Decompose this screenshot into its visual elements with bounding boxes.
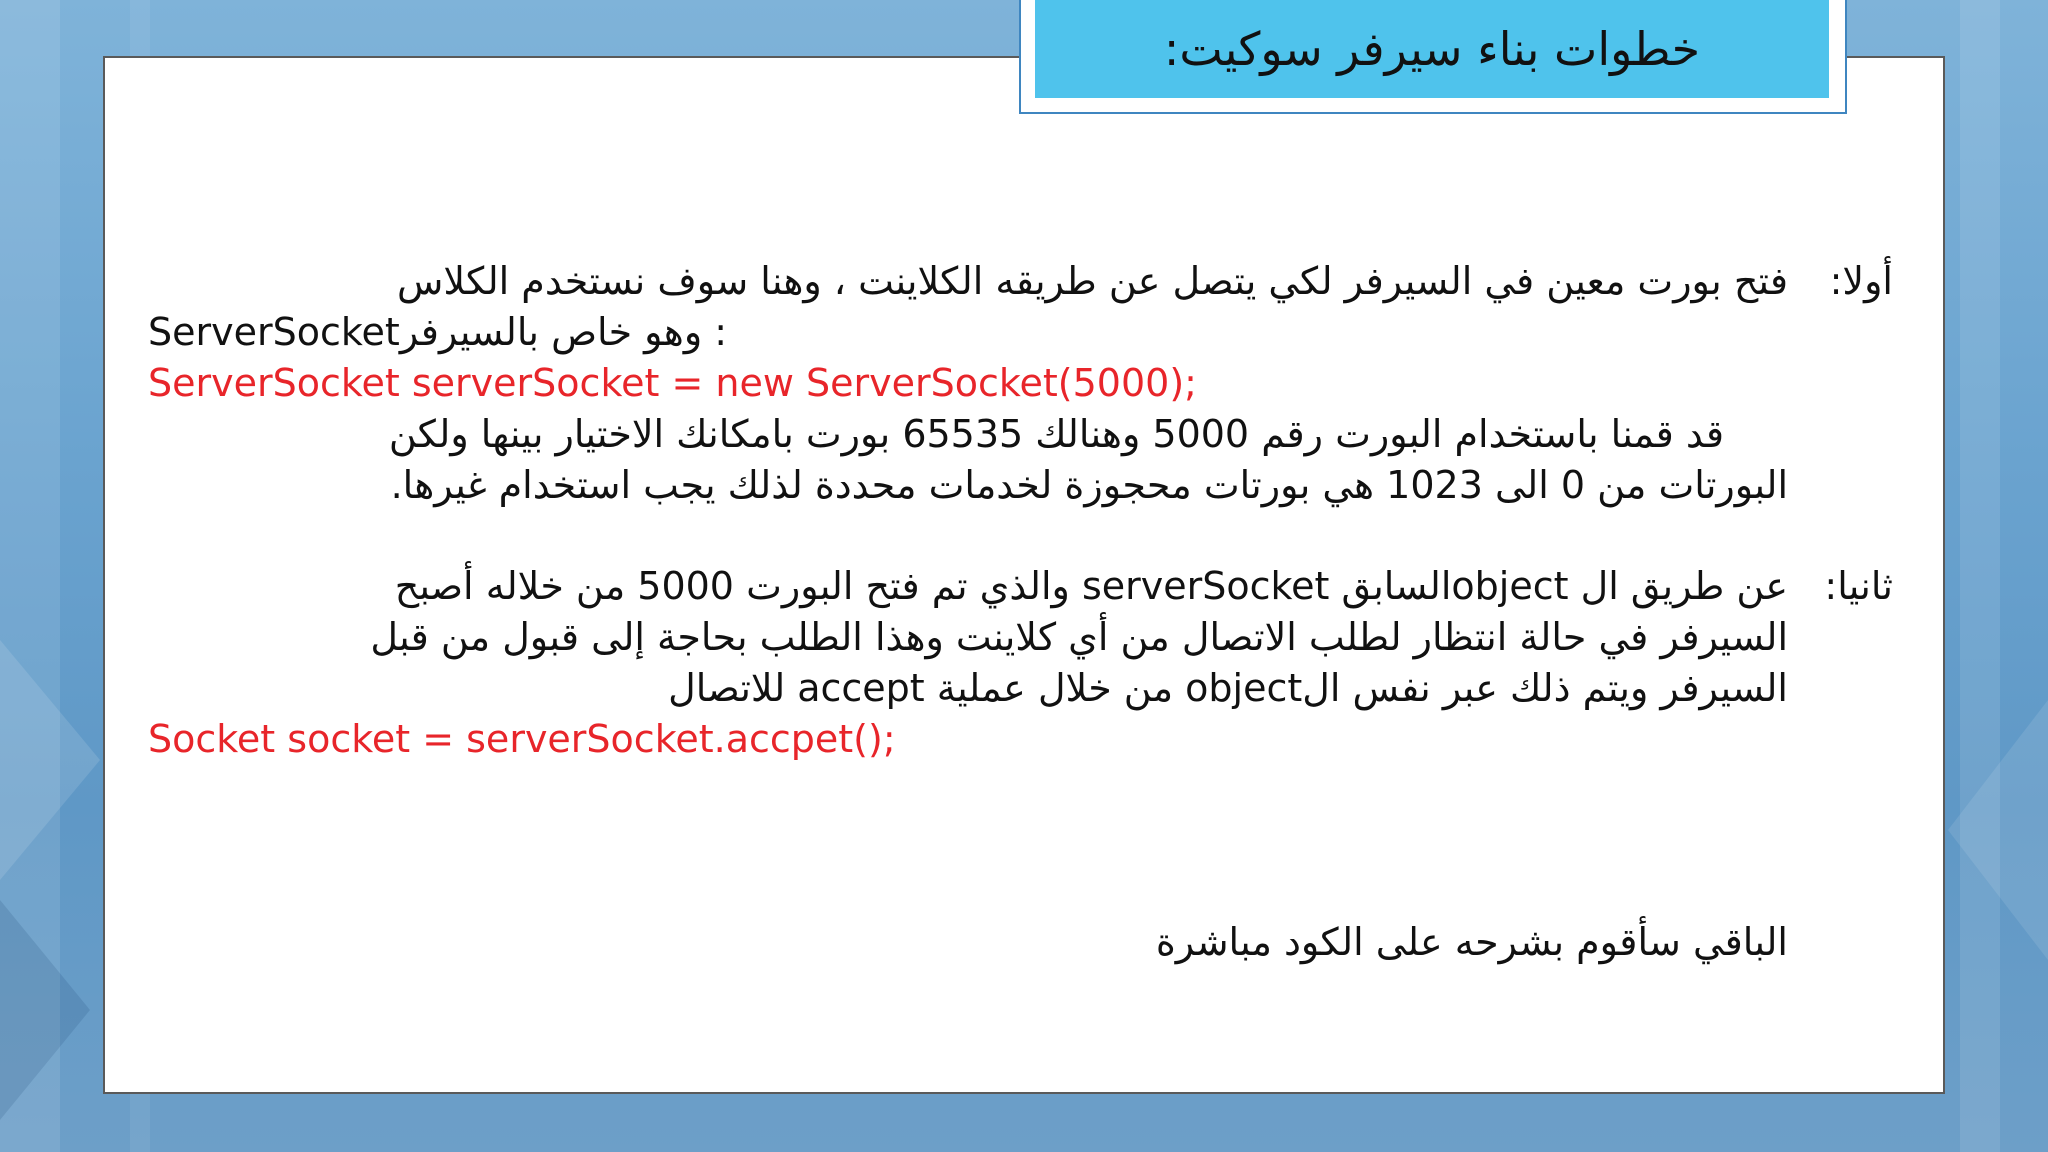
title-fill bbox=[1035, 0, 1829, 98]
code-snippet: ServerSocket serverSocket = new ServerSocket(5000); bbox=[148, 361, 1197, 405]
slide-body bbox=[148, 256, 1893, 968]
background-stripe bbox=[1960, 0, 2000, 1152]
section-line: فتح بورت معين في السيرفر لكي يتصل عن طريقه الكلاينت ، وهنا سوف نستخدم الكلاس bbox=[397, 259, 1788, 303]
background-triangle bbox=[0, 640, 100, 880]
section-line: ServerSocketوهو خاص بالسيرفر : bbox=[148, 310, 728, 354]
section-first bbox=[148, 256, 1893, 511]
section-marker: ثانيا: bbox=[1824, 564, 1893, 608]
slide-content-area bbox=[103, 56, 1945, 1094]
background-triangle bbox=[1948, 700, 2048, 960]
background-triangle bbox=[0, 900, 90, 1120]
closing-note: الباقي سأقوم بشرحه على الكود مباشرة bbox=[1155, 920, 1788, 964]
section-marker: أولا: bbox=[1829, 259, 1893, 303]
section-line: السيرفر في حالة انتظار لطلب الاتصال من أي كلاينت وهذا الطلب بحاجة إلى قبول من قبل bbox=[370, 615, 1788, 659]
section-line: عن طريق ال objectالسابق serverSocket والذي تم فتح البورت 5000 من خلاله أصبح bbox=[394, 564, 1788, 608]
section-line: قد قمنا باستخدام البورت رقم 5000 وهنالك 65535 بورت بامكانك الاختيار بينها ولكن bbox=[388, 412, 1724, 456]
page-title: خطوات بناء سيرفر سوكيت: bbox=[1163, 22, 1701, 76]
code-snippet: Socket socket = serverSocket.accpet(); bbox=[148, 717, 896, 761]
title-box bbox=[1019, 0, 1847, 114]
section-second bbox=[148, 561, 1893, 765]
section-line: السيرفر ويتم ذلك عبر نفس الobject من خلال عملية accept للاتصال bbox=[668, 666, 1788, 710]
section-line: البورتات من 0 الى 1023 هي بورتات محجوزة لخدمات محددة لذلك يجب استخدام غيرها. bbox=[390, 463, 1788, 507]
